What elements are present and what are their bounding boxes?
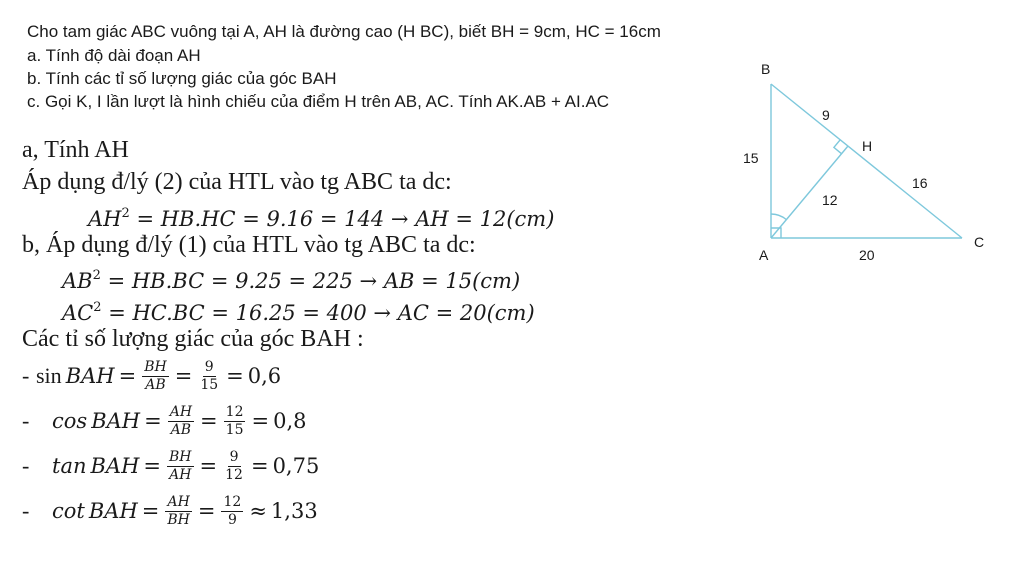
numerator: 12 bbox=[223, 493, 242, 510]
length-ah: 12 bbox=[822, 192, 838, 208]
label-h: H bbox=[862, 138, 873, 154]
numerator: BH bbox=[169, 448, 192, 465]
angle-arc-a bbox=[771, 214, 786, 220]
angle-name: BAH bbox=[88, 499, 138, 523]
denominator: BH bbox=[167, 511, 190, 528]
length-bh: 9 bbox=[822, 107, 830, 123]
ah-rest: = HB.HC = 9.16 = 144 → AH = 12(cm) bbox=[129, 207, 555, 231]
numerator: 9 bbox=[229, 448, 239, 465]
problem-part-b: b. Tính các tỉ số lượng giác của góc BAH bbox=[27, 69, 337, 88]
result: 0,8 bbox=[273, 409, 307, 433]
denominator: 15 bbox=[225, 421, 244, 438]
denominator: 12 bbox=[225, 466, 243, 483]
problem-statement: Cho tam giác ABC vuông tại A, AH là đường cao (H BC), biết BH = 9cm, HC = 16cm bbox=[27, 22, 661, 41]
problem-part-c: c. Gọi K, I lần lượt là hình chiếu của điểm H trên AB, AC. Tính AK.AB + AI.AC bbox=[27, 92, 610, 111]
denominator: 15 bbox=[200, 376, 219, 393]
denominator: AB bbox=[145, 376, 166, 393]
label-a: A bbox=[759, 247, 769, 263]
angle-name: BAH bbox=[65, 364, 115, 388]
length-hc: 16 bbox=[912, 175, 928, 191]
tan-row: - tan BAH = $\frac{BH}{AH}$ = $\frac{9}{12}$ = 0,75 bbox=[22, 448, 320, 483]
part-b-apply: b, Áp dụng đ/lý (1) của HTL vào tg ABC ta dc: bbox=[22, 232, 476, 258]
angle-name: BAH bbox=[90, 454, 140, 478]
fn-name: sin bbox=[36, 363, 62, 388]
right-angle-mark-h bbox=[834, 140, 842, 154]
problem-part-a: a. Tính độ dài đoạn AH bbox=[27, 46, 201, 65]
cot-row: - cot BAH = $\frac{AH}{BH}$ = $\frac{12}{9}$ ≈ 1,33 bbox=[22, 493, 318, 528]
relation: ≈ bbox=[249, 499, 267, 523]
ah-lhs: AH bbox=[88, 207, 122, 231]
numerator: AH bbox=[169, 403, 193, 420]
ab-lhs: AB bbox=[62, 269, 93, 293]
fn-name: tan bbox=[52, 454, 87, 478]
ac-lhs: AC bbox=[62, 301, 94, 325]
ac-exponent: 2 bbox=[93, 300, 102, 315]
length-ab: 15 bbox=[743, 150, 759, 166]
numerator: 9 bbox=[204, 358, 214, 375]
label-c: C bbox=[974, 234, 985, 250]
length-ac: 20 bbox=[859, 247, 875, 263]
row-dash: - bbox=[22, 498, 30, 523]
numerator: BH bbox=[144, 358, 167, 375]
ac-rest: = HC.BC = 16.25 = 400 → AC = 20(cm) bbox=[101, 301, 535, 325]
fn-name: cot bbox=[52, 499, 85, 523]
denominator: AH bbox=[169, 466, 192, 483]
ah-exponent: 2 bbox=[121, 206, 130, 221]
angle-name: BAH bbox=[91, 409, 141, 433]
row-dash: - bbox=[22, 363, 30, 388]
fn-name: cos bbox=[52, 409, 88, 433]
relation: = bbox=[251, 409, 270, 433]
sin-row: - sin BAH = $\frac{BH}{AB}$ = $\frac{9}{15}$ = 0,6 bbox=[22, 358, 282, 393]
part-a-heading: a, Tính AH bbox=[22, 137, 129, 163]
relation: = bbox=[250, 454, 269, 478]
denominator: AB bbox=[170, 421, 192, 438]
result: 1,33 bbox=[270, 499, 318, 523]
denominator: 9 bbox=[227, 511, 237, 528]
numerator: 12 bbox=[225, 403, 244, 420]
row-dash: - bbox=[22, 408, 30, 433]
row-dash: - bbox=[22, 453, 30, 478]
cos-row: - cos BAH = $\frac{AH}{AB}$ = $\frac{12}{15}$ = 0,8 bbox=[22, 403, 307, 438]
numerator: AH bbox=[167, 493, 190, 510]
result: 0,6 bbox=[247, 364, 282, 388]
side-bc bbox=[771, 84, 962, 238]
part-a-apply: Áp dụng đ/lý (2) của HTL vào tg ABC ta dc: bbox=[22, 169, 452, 195]
ab-rest: = HB.BC = 9.25 = 225 → AB = 15(cm) bbox=[100, 269, 521, 293]
label-b: B bbox=[761, 61, 771, 77]
trig-heading: Các tỉ số lượng giác của góc BAH : bbox=[22, 326, 364, 352]
result: 0,75 bbox=[272, 454, 320, 478]
ab-exponent: 2 bbox=[92, 268, 101, 283]
relation: = bbox=[226, 364, 244, 388]
